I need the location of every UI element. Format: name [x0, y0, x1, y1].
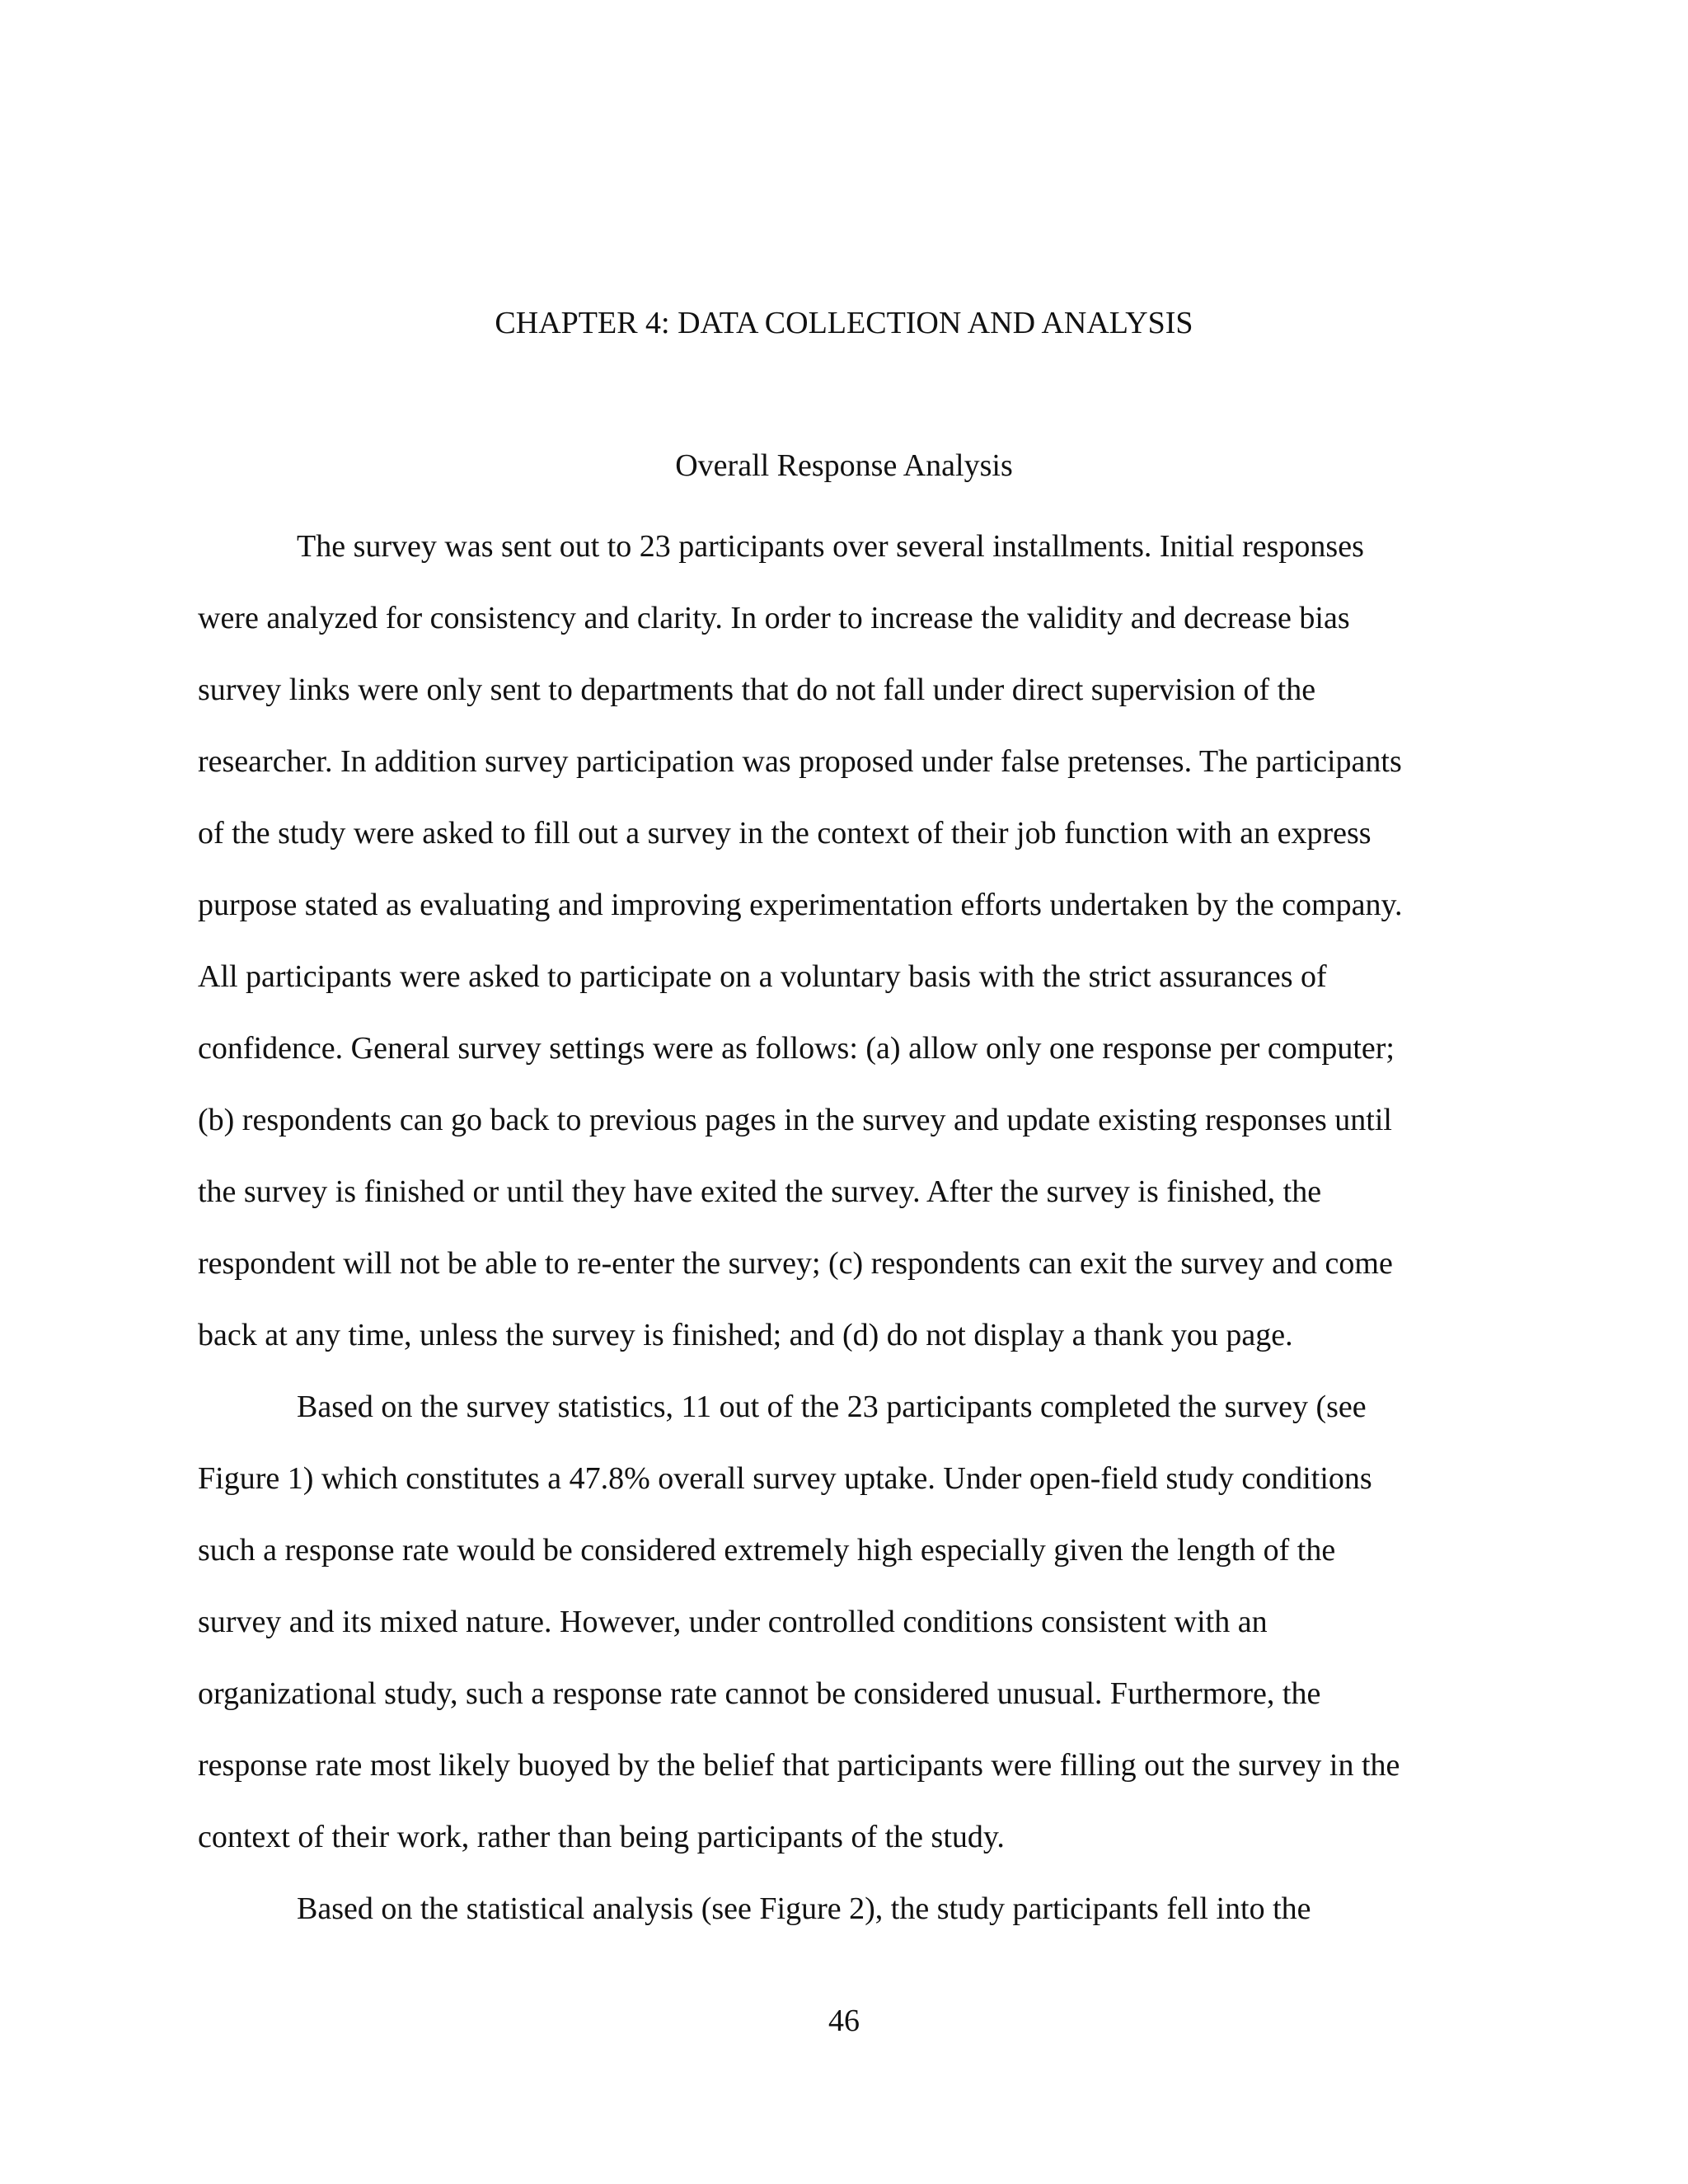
paragraph-line: Based on the statistical analysis (see Figure 2), the study participants fell into the: [297, 1891, 1311, 1926]
paragraph-line: Based on the survey statistics, 11 out of the 23 participants completed the survey (see: [297, 1390, 1367, 1424]
paragraph-line: context of their work, rather than being participants of the study.: [198, 1820, 1005, 1854]
paragraph-line: All participants were asked to participate on a voluntary basis with the strict assurances of: [198, 959, 1327, 994]
paragraph-line: (b) respondents can go back to previous pages in the survey and update existing responses until: [198, 1103, 1392, 1137]
paragraph-line: survey and its mixed nature. However, under controlled conditions consistent with an: [198, 1605, 1268, 1639]
paragraph-line: respondent will not be able to re-enter the survey; (c) respondents can exit the survey and come: [198, 1246, 1393, 1281]
paragraph-line: organizational study, such a response rate cannot be considered unusual. Furthermore, the: [198, 1676, 1321, 1711]
paragraph-line: Figure 1) which constitutes a 47.8% overall survey uptake. Under open-field study conditions: [198, 1461, 1372, 1496]
paragraph-line: of the study were asked to fill out a survey in the context of their job function with an express: [198, 816, 1372, 851]
page-number: 46: [828, 2004, 860, 2038]
chapter-title: CHAPTER 4: DATA COLLECTION AND ANALYSIS: [495, 306, 1193, 340]
paragraph-line: purpose stated as evaluating and improving experimentation efforts undertaken by the company.: [198, 888, 1403, 922]
paragraph-line: response rate most likely buoyed by the belief that participants were filling out the survey in the: [198, 1748, 1400, 1783]
section-heading: Overall Response Analysis: [675, 448, 1013, 483]
paragraph-line: The survey was sent out to 23 participants over several installments. Initial responses: [297, 529, 1364, 564]
paragraph-line: were analyzed for consistency and clarity. In order to increase the validity and decrease bias: [198, 601, 1350, 635]
paragraph-line: confidence. General survey settings were as follows: (a) allow only one response per computer;: [198, 1031, 1395, 1066]
body-text: [198, 511, 1492, 1945]
paragraph-line: such a response rate would be considered extremely high especially given the length of the: [198, 1533, 1336, 1568]
paragraph-line: survey links were only sent to departments that do not fall under direct supervision of the: [198, 673, 1316, 707]
paragraph-line: researcher. In addition survey participation was proposed under false pretenses. The participants: [198, 744, 1402, 779]
paragraph-line: the survey is finished or until they have exited the survey. After the survey is finished, the: [198, 1174, 1322, 1209]
paragraph-line: back at any time, unless the survey is finished; and (d) do not display a thank you page.: [198, 1318, 1293, 1352]
